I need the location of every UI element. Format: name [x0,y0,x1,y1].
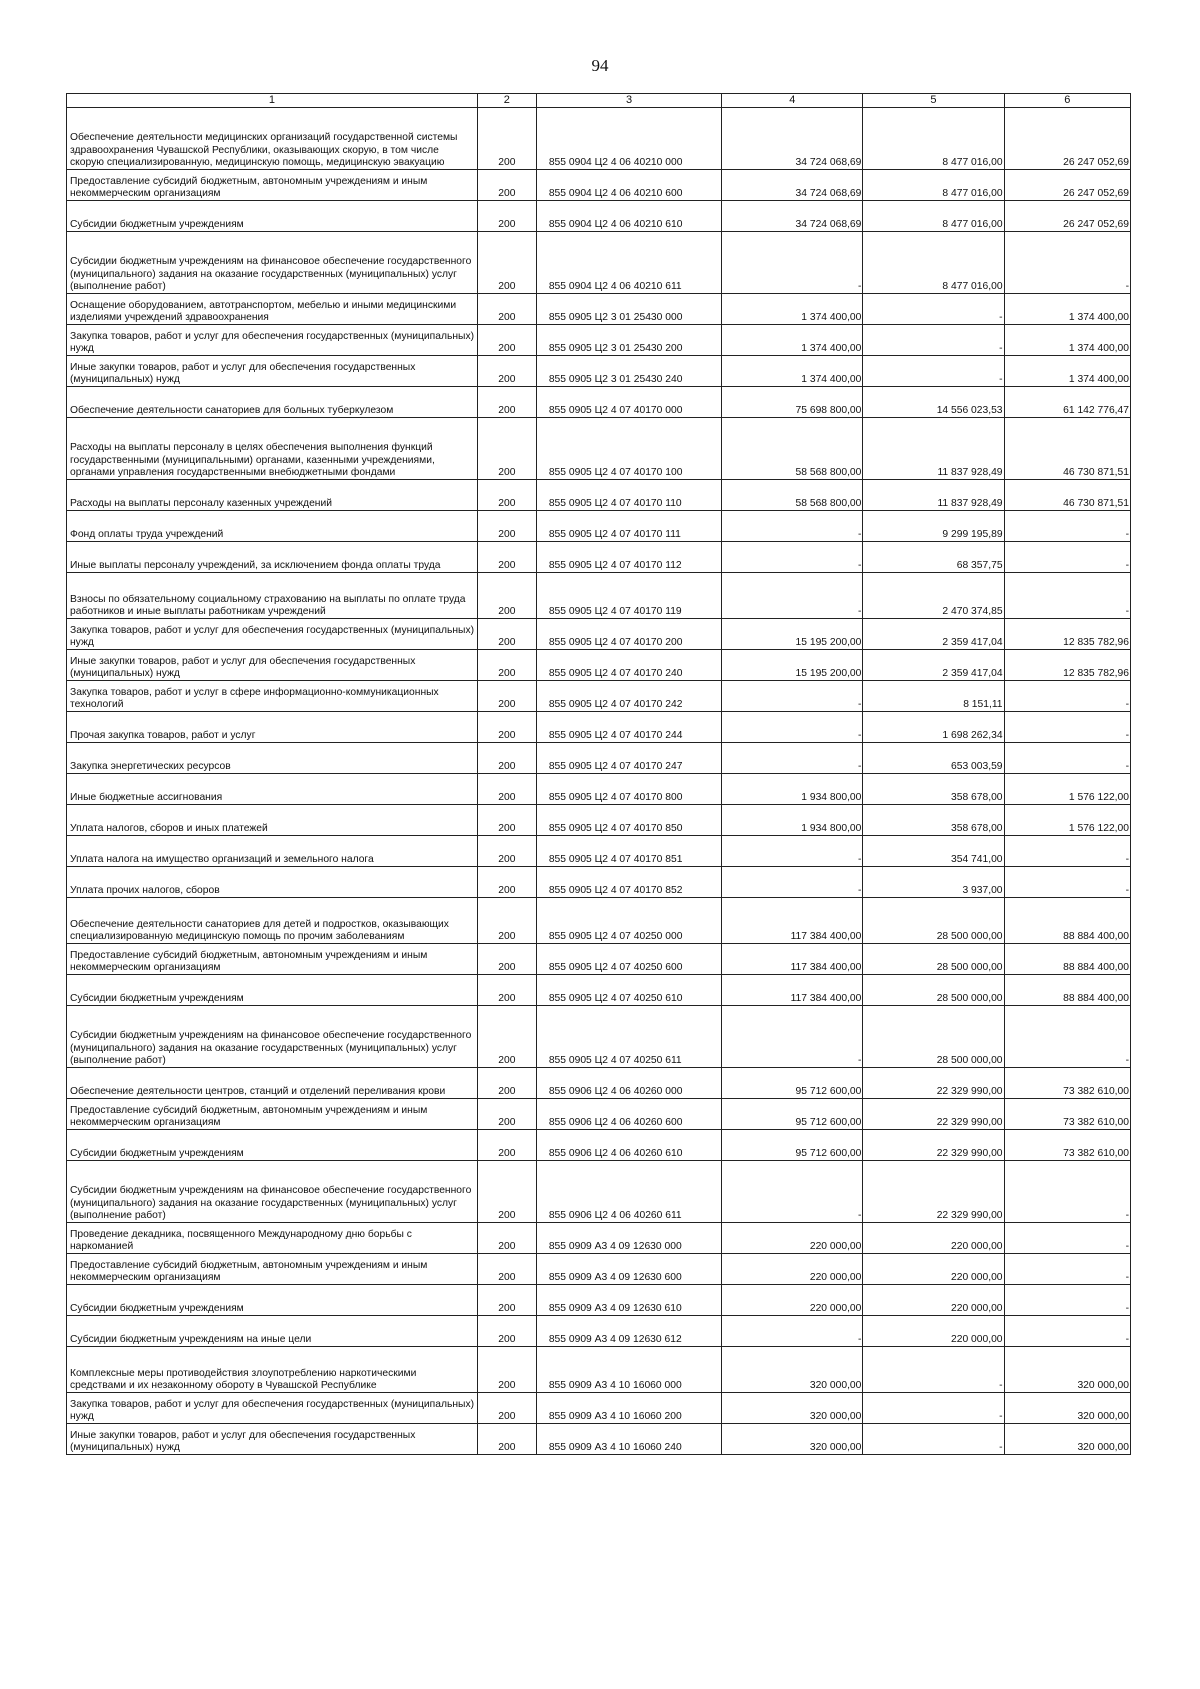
row-col6: - [1004,232,1130,294]
row-name: Обеспечение деятельности центров, станций и отделений переливания крови [67,1068,478,1099]
row-col4: 15 195 200,00 [722,650,863,681]
row-col4: - [722,712,863,743]
row-name: Прочая закупка товаров, работ и услуг [67,712,478,743]
row-col5: 1 698 262,34 [863,712,1004,743]
row-col5: - [863,294,1004,325]
row-col5: 8 477 016,00 [863,108,1004,170]
row-name: Иные бюджетные ассигнования [67,774,478,805]
row-col5: 28 500 000,00 [863,1006,1004,1068]
row-col6: - [1004,1316,1130,1347]
row-kbk: 855 0905 Ц2 4 07 40170 242 [536,681,721,712]
table-row [67,1068,1131,1099]
row-col6: - [1004,867,1130,898]
table-row [67,1347,1131,1393]
row-col4: 95 712 600,00 [722,1068,863,1099]
row-code: 200 [477,1161,536,1223]
row-col6: 1 576 122,00 [1004,774,1130,805]
row-col4: 117 384 400,00 [722,975,863,1006]
row-kbk: 855 0909 А3 4 10 16060 000 [536,1347,721,1393]
row-kbk: 855 0905 Ц2 3 01 25430 200 [536,325,721,356]
row-code: 200 [477,681,536,712]
row-kbk: 855 0905 Ц2 4 07 40170 851 [536,836,721,867]
table-row [67,1285,1131,1316]
row-name: Расходы на выплаты персоналу казенных учреждений [67,480,478,511]
row-col4: 320 000,00 [722,1424,863,1455]
table-row [67,418,1131,480]
row-code: 200 [477,480,536,511]
table-row [67,898,1131,944]
row-name: Субсидии бюджетным учреждениям [67,975,478,1006]
row-code: 200 [477,944,536,975]
row-code: 200 [477,1316,536,1347]
row-code: 200 [477,1006,536,1068]
row-kbk: 855 0906 Ц2 4 06 40260 610 [536,1130,721,1161]
column-header: 4 [722,94,863,108]
row-col4: 320 000,00 [722,1393,863,1424]
row-name: Предоставление субсидий бюджетным, автономным учреждениям и иным некоммерческим организациям [67,170,478,201]
row-col4: 117 384 400,00 [722,944,863,975]
row-code: 200 [477,836,536,867]
table-row [67,480,1131,511]
row-code: 200 [477,1223,536,1254]
row-col6: 1 374 400,00 [1004,325,1130,356]
row-kbk: 855 0905 Ц2 3 01 25430 000 [536,294,721,325]
row-kbk: 855 0905 Ц2 4 07 40250 611 [536,1006,721,1068]
row-kbk: 855 0909 А3 4 09 12630 610 [536,1285,721,1316]
row-col6: - [1004,1161,1130,1223]
row-col5: 11 837 928,49 [863,418,1004,480]
row-col5: - [863,1393,1004,1424]
row-col5: 68 357,75 [863,542,1004,573]
table-row [67,944,1131,975]
table-row [67,170,1131,201]
table-row [67,511,1131,542]
table-row [67,1006,1131,1068]
row-col6: - [1004,573,1130,619]
row-col6: 26 247 052,69 [1004,201,1130,232]
table-row [67,867,1131,898]
row-name: Взносы по обязательному социальному страхованию на выплаты по оплате труда работников и иные выплаты работникам учреждений [67,573,478,619]
table-row [67,201,1131,232]
row-code: 200 [477,898,536,944]
row-col5: 220 000,00 [863,1223,1004,1254]
table-row [67,743,1131,774]
row-col4: - [722,542,863,573]
table-row [67,1161,1131,1223]
row-col6: 320 000,00 [1004,1393,1130,1424]
row-col4: 95 712 600,00 [722,1130,863,1161]
row-code: 200 [477,1099,536,1130]
row-code: 200 [477,108,536,170]
row-code: 200 [477,867,536,898]
row-col5: - [863,325,1004,356]
column-header: 3 [536,94,721,108]
row-code: 200 [477,511,536,542]
row-col5: 358 678,00 [863,774,1004,805]
row-col5: 22 329 990,00 [863,1099,1004,1130]
row-col4: 1 374 400,00 [722,325,863,356]
row-name: Предоставление субсидий бюджетным, автономным учреждениям и иным некоммерческим организациям [67,944,478,975]
table-row [67,542,1131,573]
row-name: Предоставление субсидий бюджетным, автономным учреждениям и иным некоммерческим организациям [67,1099,478,1130]
row-col4: - [722,867,863,898]
row-col4: 1 934 800,00 [722,774,863,805]
row-col5: 354 741,00 [863,836,1004,867]
column-number-row [67,94,1131,108]
row-name: Субсидии бюджетным учреждениям [67,1285,478,1316]
row-col5: - [863,1347,1004,1393]
row-code: 200 [477,294,536,325]
column-header: 5 [863,94,1004,108]
row-col5: 22 329 990,00 [863,1130,1004,1161]
row-col5: 28 500 000,00 [863,898,1004,944]
row-code: 200 [477,170,536,201]
row-code: 200 [477,1254,536,1285]
row-kbk: 855 0904 Ц2 4 06 40210 610 [536,201,721,232]
row-code: 200 [477,619,536,650]
row-kbk: 855 0909 А3 4 10 16060 240 [536,1424,721,1455]
row-kbk: 855 0905 Ц2 4 07 40170 200 [536,619,721,650]
row-kbk: 855 0909 А3 4 09 12630 000 [536,1223,721,1254]
row-col5: 220 000,00 [863,1285,1004,1316]
row-name: Закупка товаров, работ и услуг для обеспечения государственных (муниципальных) нужд [67,1393,478,1424]
row-name: Закупка энергетических ресурсов [67,743,478,774]
row-name: Обеспечение деятельности санаториев для больных туберкулезом [67,387,478,418]
row-name: Субсидии бюджетным учреждениям на иные цели [67,1316,478,1347]
row-col6: - [1004,1254,1130,1285]
row-code: 200 [477,1424,536,1455]
row-kbk: 855 0905 Ц2 4 07 40170 119 [536,573,721,619]
row-kbk: 855 0906 Ц2 4 06 40260 611 [536,1161,721,1223]
row-code: 200 [477,805,536,836]
row-col5: 358 678,00 [863,805,1004,836]
row-col6: - [1004,681,1130,712]
row-col4: 58 568 800,00 [722,418,863,480]
table-row [67,1099,1131,1130]
row-col5: 2 359 417,04 [863,650,1004,681]
row-col6: 88 884 400,00 [1004,944,1130,975]
row-code: 200 [477,774,536,805]
table-row [67,356,1131,387]
row-code: 200 [477,356,536,387]
table-row [67,619,1131,650]
row-col6: - [1004,743,1130,774]
table-row [67,325,1131,356]
row-kbk: 855 0904 Ц2 4 06 40210 600 [536,170,721,201]
row-col6: 1 374 400,00 [1004,294,1130,325]
row-col6: 46 730 871,51 [1004,418,1130,480]
row-kbk: 855 0905 Ц2 4 07 40170 000 [536,387,721,418]
row-col4: - [722,1006,863,1068]
row-col5: - [863,1424,1004,1455]
row-col5: 9 299 195,89 [863,511,1004,542]
table-row [67,1130,1131,1161]
row-name: Обеспечение деятельности санаториев для детей и подростков, оказывающих специализированную медицинскую помощь по прочим заболеваниям [67,898,478,944]
row-kbk: 855 0905 Ц2 4 07 40170 850 [536,805,721,836]
table-row [67,681,1131,712]
row-name: Предоставление субсидий бюджетным, автономным учреждениям и иным некоммерческим организациям [67,1254,478,1285]
row-name: Комплексные меры противодействия злоупотреблению наркотическими средствами и их незаконному обороту в Чувашской Республике [67,1347,478,1393]
row-col6: 73 382 610,00 [1004,1068,1130,1099]
row-kbk: 855 0909 А3 4 10 16060 200 [536,1393,721,1424]
row-code: 200 [477,743,536,774]
row-col4: - [722,836,863,867]
row-col4: 34 724 068,69 [722,170,863,201]
row-name: Проведение декадника, посвященного Международному дню борьбы с наркоманией [67,1223,478,1254]
row-col5: 220 000,00 [863,1254,1004,1285]
row-code: 200 [477,650,536,681]
row-code: 200 [477,1130,536,1161]
row-col4: 95 712 600,00 [722,1099,863,1130]
row-col4: 58 568 800,00 [722,480,863,511]
row-col5: 28 500 000,00 [863,944,1004,975]
table-row [67,650,1131,681]
row-kbk: 855 0905 Ц2 4 07 40170 247 [536,743,721,774]
row-kbk: 855 0905 Ц2 4 07 40170 852 [536,867,721,898]
row-name: Закупка товаров, работ и услуг для обеспечения государственных (муниципальных) нужд [67,619,478,650]
row-code: 200 [477,201,536,232]
row-name: Субсидии бюджетным учреждениям на финансовое обеспечение государственного (муниципального) задания на оказание государственных (муниципальных) услуг (выполнение работ) [67,232,478,294]
row-code: 200 [477,975,536,1006]
row-name: Уплата налога на имущество организаций и земельного налога [67,836,478,867]
row-col5: 3 937,00 [863,867,1004,898]
row-col6: 12 835 782,96 [1004,650,1130,681]
row-name: Иные закупки товаров, работ и услуг для обеспечения государственных (муниципальных) нужд [67,1424,478,1455]
row-col5: 2 470 374,85 [863,573,1004,619]
table-row [67,1254,1131,1285]
row-col4: 220 000,00 [722,1254,863,1285]
table-row [67,975,1131,1006]
row-col5: - [863,356,1004,387]
row-col4: - [722,511,863,542]
row-code: 200 [477,712,536,743]
row-col5: 8 477 016,00 [863,201,1004,232]
row-col6: - [1004,1006,1130,1068]
row-col6: 1 374 400,00 [1004,356,1130,387]
row-code: 200 [477,325,536,356]
table-row [67,1223,1131,1254]
row-col5: 220 000,00 [863,1316,1004,1347]
row-code: 200 [477,573,536,619]
row-col5: 8 477 016,00 [863,232,1004,294]
row-code: 200 [477,1393,536,1424]
row-col6: - [1004,1223,1130,1254]
row-col4: - [722,573,863,619]
column-header: 1 [67,94,478,108]
row-col6: 26 247 052,69 [1004,108,1130,170]
row-col6: - [1004,511,1130,542]
row-kbk: 855 0905 Ц2 4 07 40250 610 [536,975,721,1006]
row-col6: 1 576 122,00 [1004,805,1130,836]
row-col4: 34 724 068,69 [722,201,863,232]
row-col6: - [1004,836,1130,867]
row-kbk: 855 0905 Ц2 4 07 40250 000 [536,898,721,944]
row-col6: 61 142 776,47 [1004,387,1130,418]
page-number: 94 [591,56,609,75]
row-code: 200 [477,387,536,418]
row-col6: 320 000,00 [1004,1424,1130,1455]
column-header: 6 [1004,94,1130,108]
row-kbk: 855 0905 Ц2 4 07 40170 112 [536,542,721,573]
row-col5: 2 359 417,04 [863,619,1004,650]
row-code: 200 [477,542,536,573]
row-col4: 220 000,00 [722,1285,863,1316]
row-col4: 117 384 400,00 [722,898,863,944]
row-code: 200 [477,418,536,480]
row-name: Закупка товаров, работ и услуг в сфере информационно-коммуникационных технологий [67,681,478,712]
row-col6: 88 884 400,00 [1004,975,1130,1006]
row-name: Закупка товаров, работ и услуг для обеспечения государственных (муниципальных) нужд [67,325,478,356]
row-col4: - [722,1161,863,1223]
row-col6: - [1004,712,1130,743]
budget-table [66,93,1131,1455]
row-kbk: 855 0906 Ц2 4 06 40260 600 [536,1099,721,1130]
row-kbk: 855 0905 Ц2 4 07 40170 100 [536,418,721,480]
row-col4: - [722,232,863,294]
row-col5: 22 329 990,00 [863,1161,1004,1223]
row-col6: 26 247 052,69 [1004,170,1130,201]
table-row [67,774,1131,805]
row-col4: 1 374 400,00 [722,294,863,325]
row-col4: 75 698 800,00 [722,387,863,418]
row-kbk: 855 0905 Ц2 4 07 40170 240 [536,650,721,681]
row-col4: - [722,1316,863,1347]
row-name: Субсидии бюджетным учреждениям [67,201,478,232]
table-row [67,573,1131,619]
table-row [67,387,1131,418]
row-col5: 8 477 016,00 [863,170,1004,201]
row-col6: 46 730 871,51 [1004,480,1130,511]
row-kbk: 855 0906 Ц2 4 06 40260 000 [536,1068,721,1099]
row-col4: 34 724 068,69 [722,108,863,170]
row-code: 200 [477,1347,536,1393]
row-name: Субсидии бюджетным учреждениям на финансовое обеспечение государственного (муниципального) задания на оказание государственных (муниципальных) услуг (выполнение работ) [67,1006,478,1068]
row-col6: - [1004,1285,1130,1316]
row-name: Расходы на выплаты персоналу в целях обеспечения выполнения функций государственными (муниципальными) органами, казенными учреждениями, органами управления государственными внебюджетными фондами [67,418,478,480]
row-col6: 73 382 610,00 [1004,1099,1130,1130]
row-name: Уплата налогов, сборов и иных платежей [67,805,478,836]
table-row [67,108,1131,170]
row-col4: 1 374 400,00 [722,356,863,387]
row-code: 200 [477,232,536,294]
row-name: Субсидии бюджетным учреждениям на финансовое обеспечение государственного (муниципального) задания на оказание государственных (муниципальных) услуг (выполнение работ) [67,1161,478,1223]
table-row [67,805,1131,836]
row-col4: 1 934 800,00 [722,805,863,836]
row-code: 200 [477,1068,536,1099]
row-col4: 220 000,00 [722,1223,863,1254]
column-header: 2 [477,94,536,108]
row-col6: - [1004,542,1130,573]
row-col5: 22 329 990,00 [863,1068,1004,1099]
row-code: 200 [477,1285,536,1316]
row-col5: 14 556 023,53 [863,387,1004,418]
row-kbk: 855 0909 А3 4 09 12630 600 [536,1254,721,1285]
row-kbk: 855 0905 Ц2 4 07 40170 111 [536,511,721,542]
row-col6: 320 000,00 [1004,1347,1130,1393]
row-kbk: 855 0909 А3 4 09 12630 612 [536,1316,721,1347]
table-row [67,232,1131,294]
row-col5: 653 003,59 [863,743,1004,774]
row-name: Фонд оплаты труда учреждений [67,511,478,542]
table-row [67,294,1131,325]
row-col5: 8 151,11 [863,681,1004,712]
row-name: Иные закупки товаров, работ и услуг для обеспечения государственных (муниципальных) нужд [67,650,478,681]
row-col6: 88 884 400,00 [1004,898,1130,944]
row-kbk: 855 0905 Ц2 4 07 40250 600 [536,944,721,975]
table-row [67,712,1131,743]
row-col4: - [722,743,863,774]
row-col5: 28 500 000,00 [863,975,1004,1006]
row-name: Иные закупки товаров, работ и услуг для обеспечения государственных (муниципальных) нужд [67,356,478,387]
row-kbk: 855 0905 Ц2 4 07 40170 110 [536,480,721,511]
row-col4: - [722,681,863,712]
table-row [67,1316,1131,1347]
row-kbk: 855 0905 Ц2 4 07 40170 800 [536,774,721,805]
row-kbk: 855 0904 Ц2 4 06 40210 000 [536,108,721,170]
row-name: Обеспечение деятельности медицинских организаций государственной системы здравоохранения Чувашской Республики, оказывающих скорую, в том числе скорую специализированную, медицинскую помощь, медицинскую эвакуацию [67,108,478,170]
row-col5: 11 837 928,49 [863,480,1004,511]
row-name: Оснащение оборудованием, автотранспортом, мебелью и иными медицинскими изделиями учреждений здравоохранения [67,294,478,325]
row-name: Субсидии бюджетным учреждениям [67,1130,478,1161]
row-col4: 320 000,00 [722,1347,863,1393]
table-row [67,836,1131,867]
table-row [67,1424,1131,1455]
row-col6: 12 835 782,96 [1004,619,1130,650]
row-col4: 15 195 200,00 [722,619,863,650]
row-kbk: 855 0904 Ц2 4 06 40210 611 [536,232,721,294]
row-name: Иные выплаты персоналу учреждений, за исключением фонда оплаты труда [67,542,478,573]
table-row [67,1393,1131,1424]
row-kbk: 855 0905 Ц2 4 07 40170 244 [536,712,721,743]
row-col6: 73 382 610,00 [1004,1130,1130,1161]
row-name: Уплата прочих налогов, сборов [67,867,478,898]
row-kbk: 855 0905 Ц2 3 01 25430 240 [536,356,721,387]
